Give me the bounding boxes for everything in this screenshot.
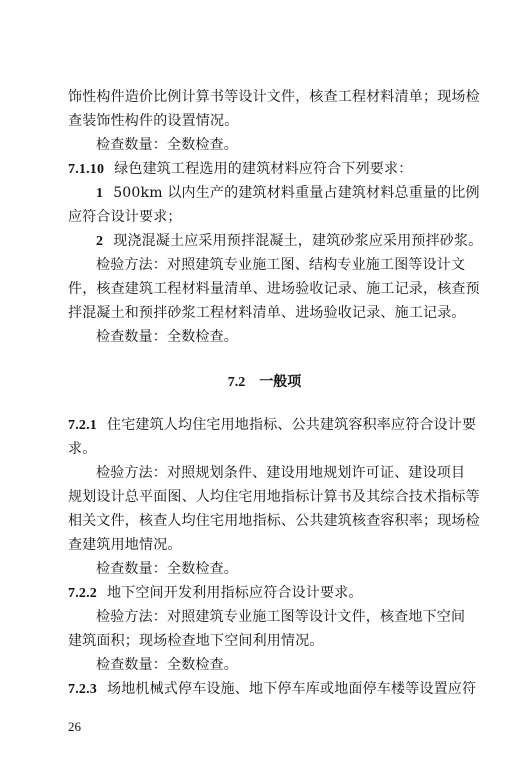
clause-line [68,582,363,605]
clause-number: 7.2.1 [68,418,97,433]
text-line [96,326,238,348]
line-text: 检验方法：对照规划条件、建设用地规划许可证、建设项目 [96,465,466,481]
text-line [68,486,480,508]
text-line [68,206,182,228]
item-line [96,182,480,205]
text-line [68,278,480,300]
line-text: 检验方法：对照建筑专业施工图、结构专业施工图等设计文 [96,257,466,273]
line-text: 求。 [68,441,97,457]
text-line [68,630,324,652]
text-line [68,302,466,324]
line-text: 件，核查建筑工程材料量清单、进场验收记录、施工记录，核查预 [68,281,480,297]
item-line [96,230,482,253]
text-line [96,134,238,156]
line-text: 检验方法：对照建筑专业施工图等设计文件，核查地下空间 [96,609,466,625]
text-line [96,606,465,628]
clause-line [68,158,412,181]
line-text: 饰性构件造价比例计算书等设计文件，核查工程材料清单；现场检 [68,89,480,105]
section-heading [0,371,529,394]
section-title: 一般项 [259,374,302,390]
line-text: 检查数量：全数检查。 [96,657,238,673]
clause-number: 7.1.10 [68,162,105,177]
section-number: 7.2 [227,375,246,390]
line-text: 场地机械式停车设施、地下停车库或地面停车楼等设置应符 [107,681,477,697]
clause-line [68,414,476,437]
line-text: 地下空间开发利用指标应符合设计要求。 [107,585,363,601]
text-line [68,510,480,532]
line-text: 建筑面积；现场检查地下空间利用情况。 [68,633,324,649]
text-line [68,86,480,108]
line-text: 应符合设计要求； [68,209,182,225]
text-line [96,654,238,676]
page-number: 26 [68,719,81,734]
text-line [68,534,182,556]
item-number: 2 [96,234,104,249]
text-line [96,254,465,276]
line-text: 拌混凝土和预拌砂浆工程材料清单、进场验收记录、施工记录。 [68,305,466,321]
line-text: 检查数量：全数检查。 [96,561,238,577]
line-text: 500km 以内生产的建筑材料重量占建筑材料总重量的比例 [113,185,480,201]
clause-line [68,678,476,701]
line-text: 检查数量：全数检查。 [96,329,238,345]
line-text: 绿色建筑工程选用的建筑材料应符合下列要求： [114,161,413,177]
clause-number: 7.2.3 [68,682,97,697]
item-number: 1 [96,186,104,201]
line-text: 查建筑用地情况。 [68,537,182,553]
line-text: 住宅建筑人均住宅用地指标、公共建筑容积率应符合设计要 [107,417,477,433]
line-text: 规划设计总平面图、人均住宅用地指标计算书及其综合技术指标等 [68,489,480,505]
text-line [68,110,238,132]
line-text: 现浇混凝土应采用预拌混凝土，建筑砂浆应采用预拌砂浆。 [113,233,483,249]
clause-number: 7.2.2 [68,586,97,601]
line-text: 检查数量：全数检查。 [96,137,238,153]
line-text: 查装饰性构件的设置情况。 [68,113,239,129]
text-line [68,438,96,460]
text-line [96,558,238,580]
text-line [96,462,465,484]
line-text: 相关文件，核查人均住宅用地指标、公共建筑核查容积率；现场检 [68,513,480,529]
